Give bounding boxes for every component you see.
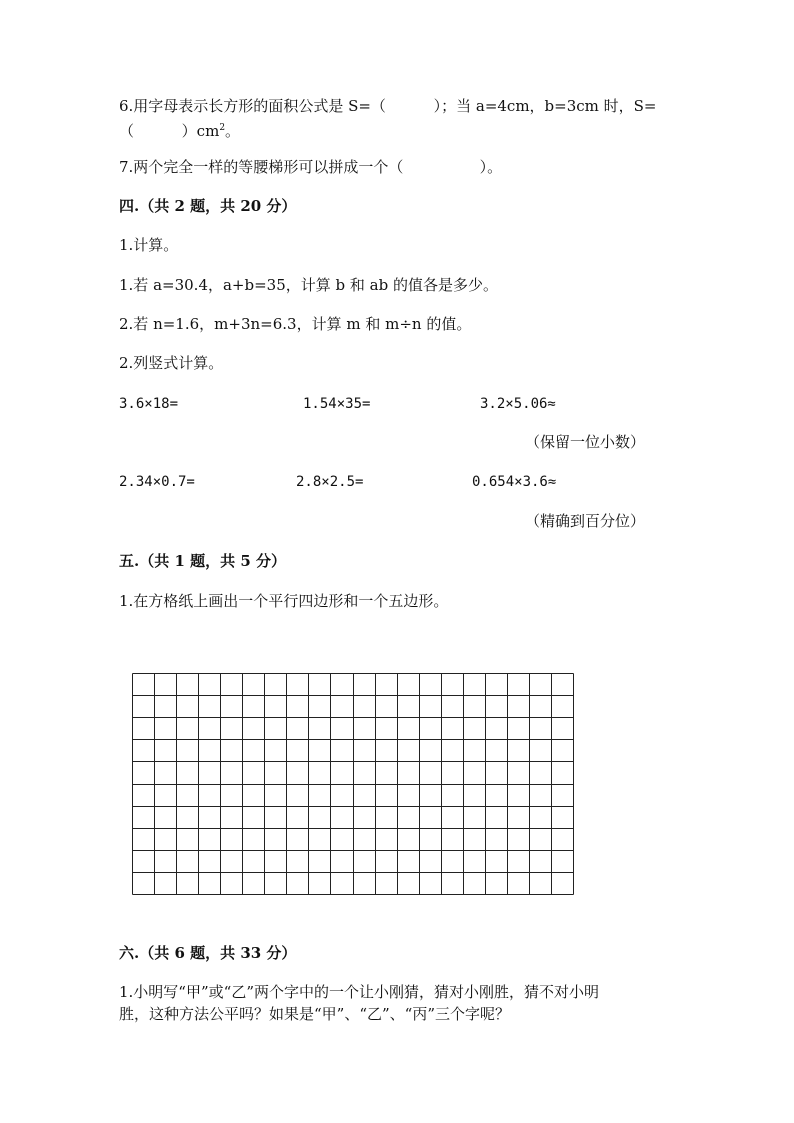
section5-item1: 1.在方格纸上画出一个平行四边形和一个五边形。 [119,592,449,610]
calc-row2-a: 2.34×0.7= [119,474,195,490]
calc-row1-b: 1.54×35= [303,396,371,412]
section6-item1-line2: 胜，这种方法公平吗？如果是“甲”、“乙”、“丙”三个字呢？ [119,1005,511,1023]
q6-line2-end: 。 [225,122,241,140]
q6-superscript: 2 [219,123,226,133]
section4-item1: 1.计算。 [119,236,179,254]
q6-line1: 6.用字母表示长方形的面积公式是 S=（ ）；当 a=4cm，b=3cm 时，S= [119,97,657,115]
calc-row2-c: 0.654×3.6≈ [472,474,557,490]
calc-row1-a: 3.6×18= [119,396,179,412]
calc-note1: （保留一位小数） [525,433,646,451]
q7-text: 7.两个完全一样的等腰梯形可以拼成一个（ ）。 [119,158,503,176]
section6-item1-line1: 1.小明写“甲”或“乙”两个字中的一个让小刚猜，猜对小刚胜，猜不对小明 [119,983,599,1001]
calc-note2: （精确到百分位） [525,512,646,530]
section5-heading: 五.（共 1 题，共 5 分） [119,552,286,570]
square-grid-paper[interactable] [132,673,575,896]
q6-line2-text: （ ）cm [119,122,220,140]
calc-row2-b: 2.8×2.5= [296,474,364,490]
section6-heading: 六.（共 6 题，共 33 分） [119,944,297,962]
section4-heading: 四.（共 2 题，共 20 分） [119,197,297,215]
calc-row1-c: 3.2×5.06≈ [480,396,556,412]
q6-line2 [119,118,240,141]
section4-sub2: 2.若 n=1.6，m+3n=6.3，计算 m 和 m÷n 的值。 [119,315,472,333]
section4-sub1: 1.若 a=30.4，a+b=35，计算 b 和 ab 的值各是多少。 [119,276,498,294]
section4-item2: 2.列竖式计算。 [119,354,224,372]
